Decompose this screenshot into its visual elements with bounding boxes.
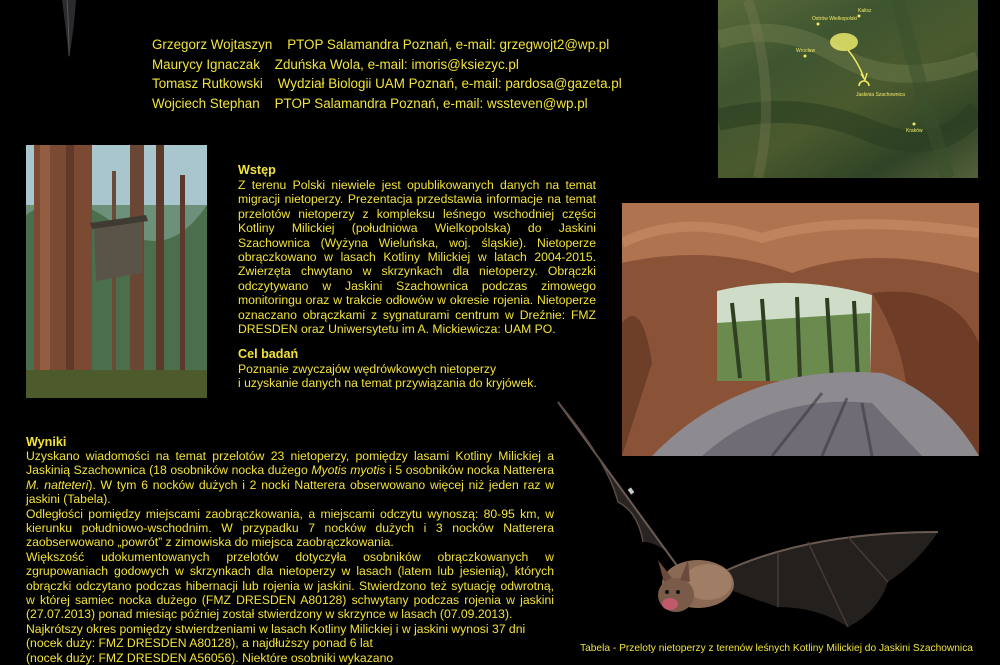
aim-heading: Cel badań <box>238 347 299 361</box>
intro-text: Z terenu Polski niewiele jest opublikowanych danych na temat migracji nietoperzy. Prezentacja przedstawia informacje na temat przelotów nietoperzy z kompleksu leśnego wschodniej części Kotliny Milickiej (południowa Wielkopolska) do Jaskini Szachownica (Wyżyna Wieluńska, woj. śląskie). Nietoperze obrączkowano w lasach Kotliny Milickiej w latach 2004-2015. Zwierzęta chwytano w skrzynkach dla nietoperzy. Obrączki odczytywano w Jaskini Szachownica podczas zimowego monitoringu oraz w trakcie odłowów w okresie rojenia. Nietoperze oznaczano obrączkami z sygnaturami centrum w Dreźnie: FMZ DRESDEN oraz Uniwersytetu im A. Mickiewicza: UAM PO. <box>238 178 596 337</box>
results-paragraph: Najkrótszy okres pomiędzy stwierdzeniami w lasach Kotliny Milickiej i w jaskini wynosi 37 dni <box>26 621 526 636</box>
results-paragraph: Uzyskano wiadomości na temat przelotów 23 nietoperzy, pomiędzy lasami Kotliny Milickiej a Jaskinią Szachownica (18 osobników nocka dużego Myotis myotis i 5 osobników nocka Natterera M. natteteri). W tym 6 nocków dużych i 2 nocki Natterera obserwowano więcej niż jeden raz w jaskini (Tabela). <box>26 449 554 507</box>
map-label: Kraków <box>906 128 923 134</box>
cave-marker <box>859 81 869 86</box>
map-label: Kalisz <box>858 8 872 14</box>
bat-wing-fragment <box>58 0 80 60</box>
author-line: Maurycy Ignaczak Zduńska Wola, e-mail: imoris@ksiezyc.pl <box>152 56 519 72</box>
results-paragraph: Odległości pomiędzy miejscami zaobrączkowania, a miejscami odczytu wynoszą: 80-95 km, w kierunku południowo-wschodnim. W przypadku 7 nocków dużych i 3 nocków Natterera zaobserwowano „powrót” z zimowiska do miejsca zaobrączkowania. <box>26 506 554 550</box>
results-text <box>26 449 554 665</box>
results-paragraph: (nocek duży: FMZ DRESDEN A56056). Niektóre osobniki wykazano <box>26 650 394 665</box>
aim-line: Poznanie zwyczajów wędrówkowych nietoperzy <box>238 362 497 376</box>
map-label: Wrocław <box>796 48 816 54</box>
author-line: Grzegorz Wojtaszyn PTOP Salamandra Poznań, e-mail: grzegwojt2@wp.pl <box>152 37 610 52</box>
forest-bat-box-photo <box>26 145 207 398</box>
flying-bat-illustration <box>548 392 948 642</box>
results-heading: Wyniki <box>26 435 67 449</box>
map-label: Jaskinia Szachownica <box>856 92 905 98</box>
aim-text <box>238 362 598 391</box>
milicz-area-marker <box>830 33 858 51</box>
aim-line: i uzyskanie danych na temat przywiązania do kryjówek. <box>238 376 537 391</box>
results-paragraph: Większość udokumentowanych przelotów dotyczyła osobników obrączkowanych w zgrupowaniach godowych w skrzynkach dla nietoperzy w lasach (latem lub jesienią), których obrączki odczytano podczas hibernacji lub rojenia w jaskini. Stwierdzono też sytuację odwrotną, w której samiec nocka dużego (FMZ DRESDEN A80128) schwytany podczas rojenia w jaskini (27.07.2013) ponad miesiąc później został stwierdzony w skrzynce w lasach (07.09.2013). <box>26 549 554 622</box>
map-label: Ostrów Wielkopolski <box>812 16 858 22</box>
figure-caption: Tabela - Przeloty nietoperzy z terenów leśnych Kotliny Milickiej do Jaskini Szachownica <box>580 643 973 654</box>
bat-box <box>94 219 142 281</box>
satellite-map <box>718 0 978 178</box>
authors-list <box>152 35 622 113</box>
intro-heading: Wstęp <box>238 163 276 177</box>
results-paragraph: (nocek duży: FMZ DRESDEN A80128), a najdłuższy ponad 6 lat <box>26 636 373 651</box>
author-line: Tomasz Rutkowski Wydział Biologii UAM Poznań, e-mail: pardosa@gazeta.pl <box>152 76 622 91</box>
author-line: Wojciech Stephan PTOP Salamandra Poznań, e-mail: wssteven@wp.pl <box>152 95 588 111</box>
